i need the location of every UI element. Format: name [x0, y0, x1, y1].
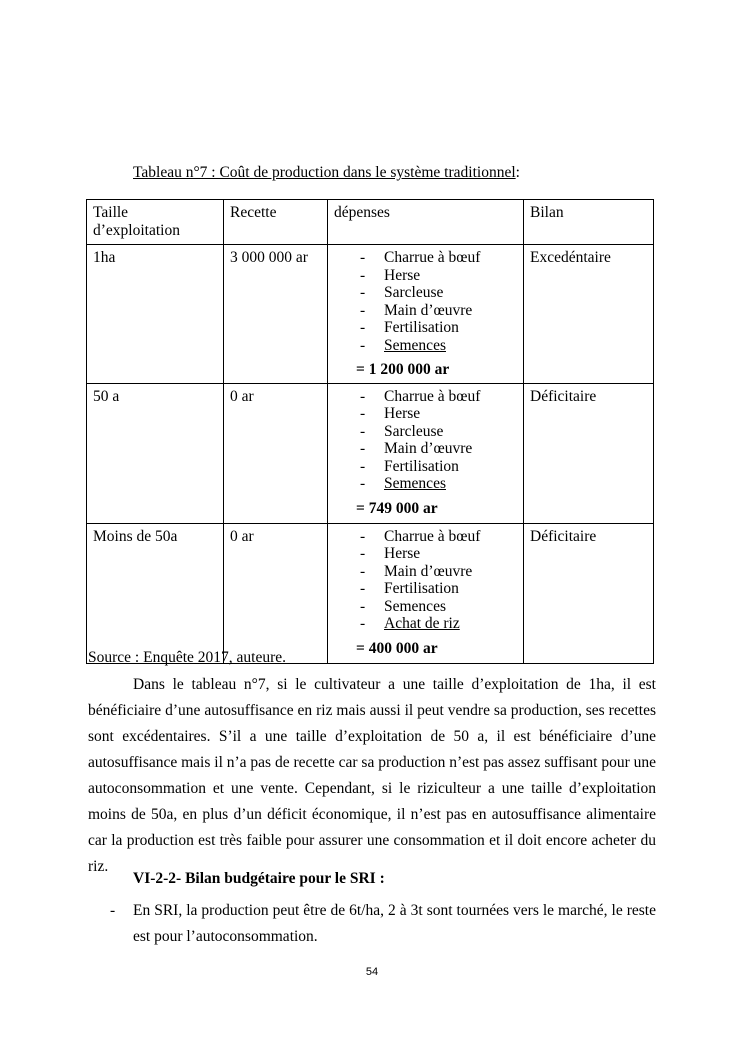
cell-bilan: Excedéntaire [524, 245, 654, 384]
depenses-total: = 400 000 ar [356, 639, 438, 657]
depenses-total: = 749 000 ar [356, 499, 438, 517]
bullet-item [110, 898, 656, 950]
depenses-item: - Main d’œuvre [360, 563, 517, 581]
depenses-item: - Semences [360, 598, 517, 616]
table-row [87, 245, 654, 384]
depenses-item: - Herse [360, 405, 517, 423]
section-heading: VI-2-2- Bilan budgétaire pour le SRI : [133, 870, 385, 887]
depenses-item: - Fertilisation [360, 580, 517, 598]
body-paragraph: Dans le tableau n°7, si le cultivateur a une taille d’exploitation de 1ha, il est bénéficiaire d’une autosuffisance en riz mais aussi il peut vendre sa production, ses recettes sont excédentaires. S’il a une taille d’exploitation de 50 a, il est bénéficiaire d’une autosuffisance mais il n’a pas de recette car sa production n’est pas assez suffisant pour une autoconsommation et une vente. Cependant, si le riziculteur a une taille d’exploitation moins de 50a, en plus d’un déficit économique, il n’est pas en autosuffisance alimentaire car la production est très faible pour assurer une consommation et il doit encore acheter du riz. [88, 676, 656, 875]
cell-recette: 0 ar [224, 523, 328, 663]
cell-depenses [328, 523, 524, 663]
depenses-item: - Main d’œuvre [360, 302, 517, 320]
depenses-total: = 1 200 000 ar [356, 361, 450, 378]
cell-recette: 3 000 000 ar [224, 245, 328, 384]
depenses-item-underlined: - Achat de riz [360, 615, 517, 633]
depenses-item: - Sarcleuse [360, 284, 517, 302]
depenses-item: - Charrue à bœuf [360, 528, 517, 546]
depenses-list [360, 528, 517, 633]
header-taille: Taille d’exploitation [87, 200, 224, 245]
table-title [133, 164, 520, 182]
table-header-row [87, 200, 654, 245]
depenses-list [360, 388, 517, 493]
header-bilan: Bilan [524, 200, 654, 245]
bullet-dash-icon: - [110, 902, 116, 919]
depenses-item: - Main d’œuvre [360, 440, 517, 458]
table-row [87, 383, 654, 523]
cell-taille: Moins de 50a [87, 523, 224, 663]
bullet-text: En SRI, la production peut être de 6t/ha, 2 à 3t sont tournées vers le marché, le reste est pour l’autoconsommation. [133, 902, 656, 945]
cell-taille: 50 a [87, 383, 224, 523]
header-recette: Recette [224, 200, 328, 245]
cell-taille: 1ha [87, 245, 224, 384]
depenses-item: - Charrue à bœuf [360, 388, 517, 406]
cell-depenses [328, 245, 524, 384]
depenses-item: - Herse [360, 545, 517, 563]
depenses-item: - Sarcleuse [360, 423, 517, 441]
table-row [87, 523, 654, 663]
cell-bilan: Déficitaire [524, 383, 654, 523]
table-title-text: Tableau n°7 : Coût de production dans le système traditionnel [133, 164, 516, 181]
cell-bilan: Déficitaire [524, 523, 654, 663]
depenses-item: - Fertilisation [360, 319, 517, 337]
depenses-item: - Herse [360, 267, 517, 285]
cell-recette: 0 ar [224, 383, 328, 523]
header-depenses: dépenses [328, 200, 524, 245]
depenses-item: - Fertilisation [360, 458, 517, 476]
depenses-list [360, 249, 517, 354]
depenses-item-underlined: - Semences [360, 475, 517, 493]
page-number: 54 [365, 966, 379, 978]
depenses-item-underlined: - Semences [360, 337, 517, 355]
cost-table [86, 199, 654, 664]
depenses-item: - Charrue à bœuf [360, 249, 517, 267]
source-note: Source : Enquête 2017, auteure. [88, 649, 286, 666]
table-title-colon: : [515, 164, 520, 181]
cell-depenses [328, 383, 524, 523]
